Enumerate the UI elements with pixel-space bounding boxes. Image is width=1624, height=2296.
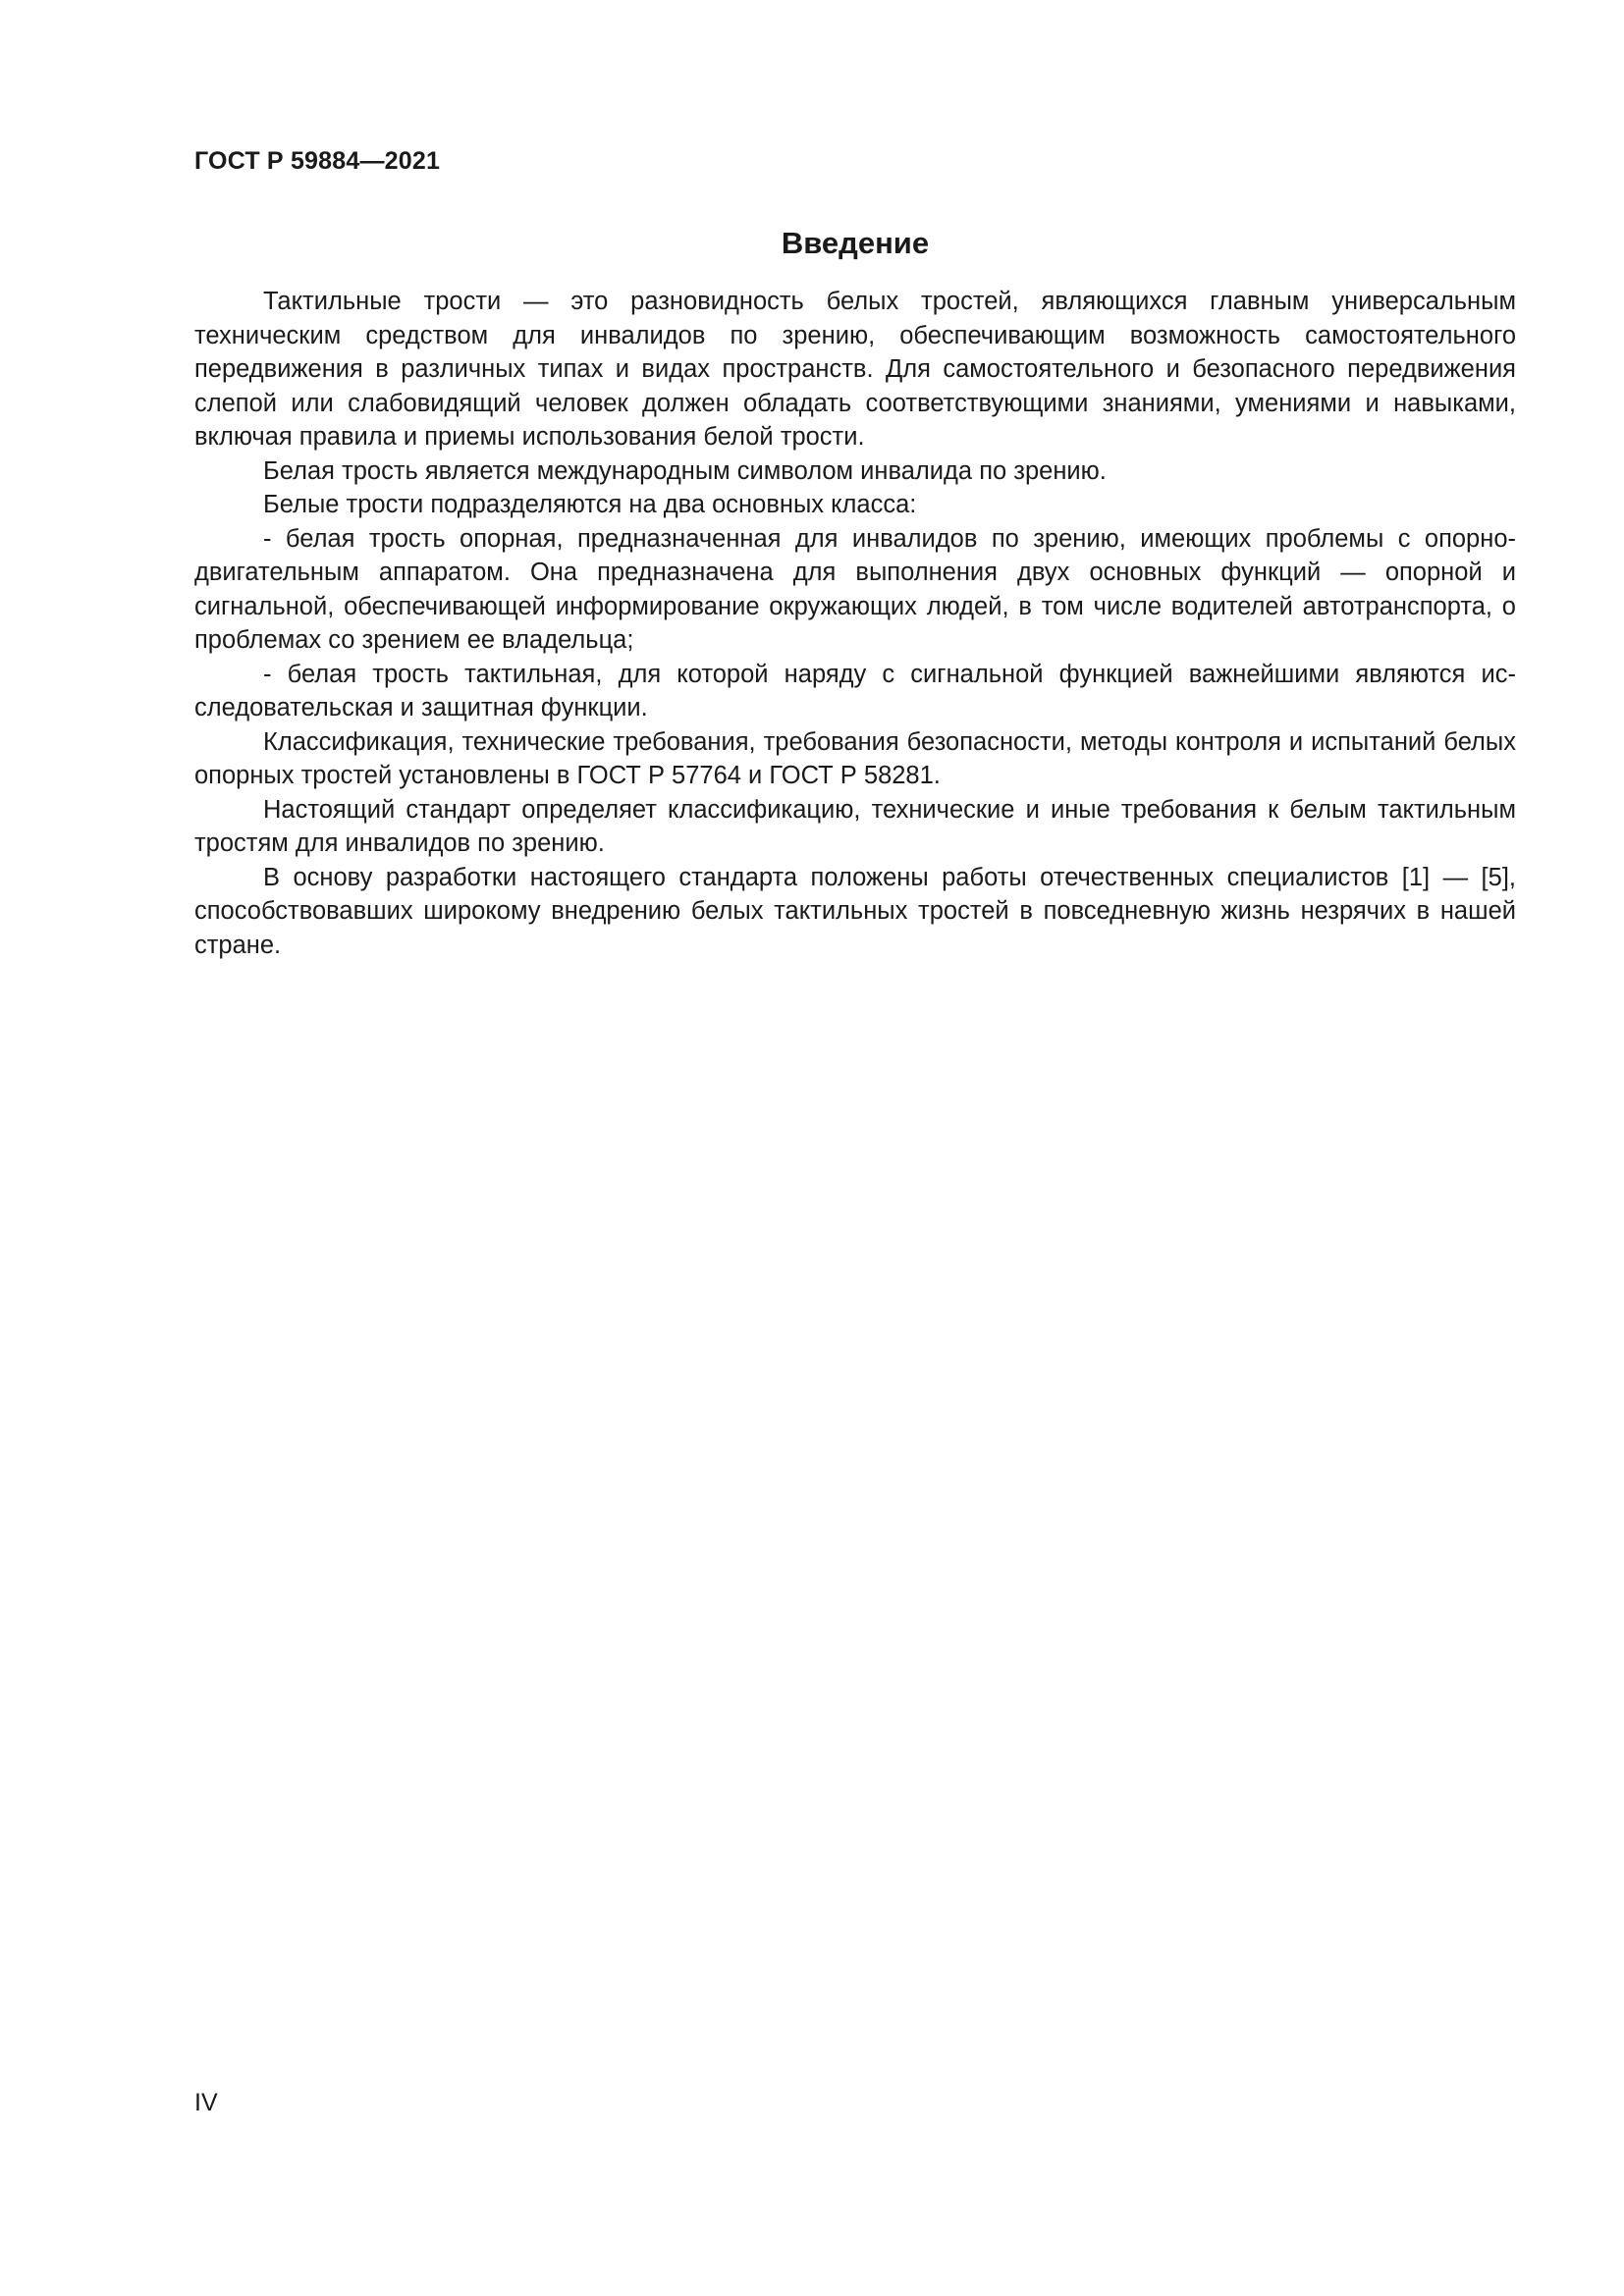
paragraph: Белая трость является международным символом инвалида по зрению. [263,456,1107,485]
standard-number-header: ГОСТ Р 59884—2021 [194,147,441,175]
paragraph: Классификация, технические требования, требования безопасности, методы контроля и испытаний белых опорных тростей установлены в ГОСТ Р 57764 и ГОСТ Р 58281. [194,727,1516,789]
list-item: - белая трость тактильная, для которой наряду с сигнальной функцией важнейшими являются исследовательская и защитная функции. [194,660,1516,721]
paragraph: Тактильные трости — это разновидность белых тростей, являющихся главным универсальным техническим средством для инвалидов по зрению, обеспечивающим возможность самостоятельного передвижения в различных типах и видах пространств. Для самостоятельного и безопасного передвижения слепой или слабовидящий человек должен обладать соответствующими знаниями, умениями и навыками, включая правила и приемы использования белой трости. [194,288,1516,451]
page-number: IV [194,2089,218,2116]
introduction-body [194,285,1516,962]
section-title: Введение [781,226,930,260]
paragraph: Настоящий стандарт определяет классификацию, технические и иные требования к белым тактильным тростям для инвалидов по зрению. [194,795,1516,857]
paragraph: Белые трости подразделяются на два основных класса: [263,491,917,518]
list-item: - белая трость опорная, предназначенная для инвалидов по зрению, имеющих проблемы с опорно-двигательным аппаратом. Она предназначена для выполнения двух основных функций — опорной и сигнальной, обеспечивающей информирование окружающих людей, в том числе водителей автотранспорта, о проблемах со зрением ее владельца; [194,524,1516,654]
paragraph: В основу разработки настоящего стандарта положены работы отечественных специалистов [1] — [5], способствовавших широкому внедрению белых тактильных тростей в повседневную жизнь незрячих в нашей стране. [194,863,1516,959]
